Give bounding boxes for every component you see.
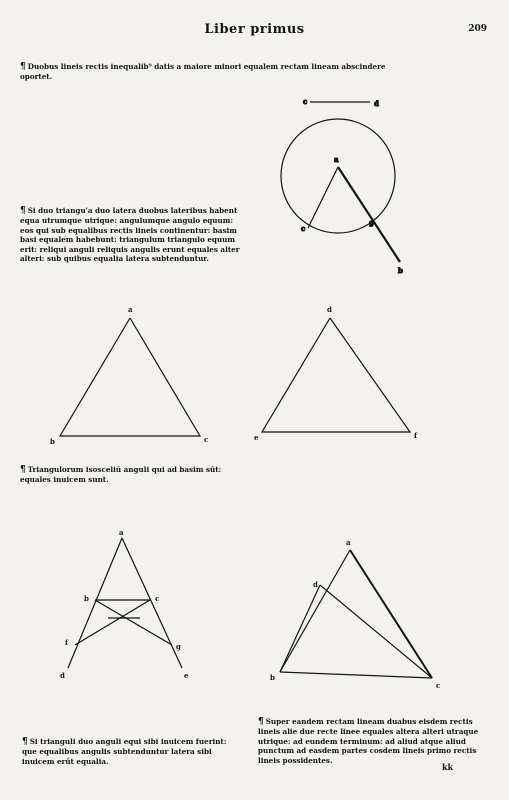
base-bc: [280, 672, 432, 678]
label-a-last: a: [346, 538, 351, 547]
side-ad: [68, 538, 122, 668]
label-a-iso: a: [119, 528, 124, 537]
label-d-right: d: [327, 305, 332, 314]
paragraph-mark-icon: ¶: [258, 717, 264, 727]
label-b-last: b: [270, 673, 275, 682]
label-b-left: b: [50, 437, 55, 446]
paragraph-mark-icon: ¶: [20, 206, 26, 216]
side-ab: [280, 550, 350, 672]
label-e-right: e: [254, 433, 259, 442]
cross-cf: [75, 600, 150, 645]
proposition-4-text: Si trianguli duo anguli equi sibi inuicem fuerint: que equalibus angulis subtenduntur latera sibi inuicem erūt equalia.: [22, 737, 227, 766]
paragraph-mark-icon: ¶: [22, 737, 28, 747]
triangle-left-shape: [60, 318, 200, 436]
line-ab: [338, 167, 400, 262]
line-dc: [320, 585, 432, 678]
label-c-last: c: [436, 681, 441, 690]
proposition-1-text: Duobus lineis rectis inequalib⁹ datis a maiore minori equalem rectam lineam abscindere oportet.: [20, 62, 386, 82]
proposition-5-text: Super eandem rectam lineam duabus eisdem rectis lineis alie due recte linee equales altera alteri utraque utrique: ad eundem terminum: ad aliud atque aliud punctum ad easdem partes cosdem lineis primo rectis lineis possidentes.: [258, 717, 479, 765]
proposition-2-text: Si duo triangu'a duo latera duobus lateribus habent equa utrumque utrique: angulumque angulo equum: eos qui sub equalibus rectis lineis continentur: basim basi equalem habebunt: triangulum triangulo equum erit: reliqui anguli reliquis angulis erunt equales alter alteri: sub quibus equalia latera subtenduntur.: [20, 206, 240, 264]
proposition-3-text: Triangulorum isosceliū anguli qui ad basim sūt: equales inuicem sunt.: [20, 465, 222, 485]
label-g-circle: g: [369, 218, 374, 227]
label-e-iso: e: [184, 671, 189, 680]
label-b-end: b: [398, 266, 403, 275]
label-c-circle: c: [301, 224, 306, 233]
line-db: [280, 585, 320, 672]
isosceles-figure: [60, 528, 189, 680]
label-d-iso: d: [60, 671, 65, 680]
circle-figure: [281, 97, 403, 275]
signature-mark: kk: [442, 762, 454, 772]
page-title: Liber primus: [204, 22, 305, 37]
label-a-left: a: [128, 305, 133, 314]
side-ac: [350, 550, 432, 678]
triangle-right-figure: [254, 305, 418, 442]
triangle-right-shape: [262, 318, 410, 432]
radius-ac: [308, 167, 338, 228]
label-a-center: a: [334, 155, 339, 164]
label-d-last: d: [313, 580, 318, 589]
label-g-iso: g: [176, 642, 181, 651]
label-d-top: d: [374, 99, 379, 108]
label-c-left: c: [204, 435, 209, 444]
label-f-right: f: [414, 431, 418, 440]
paragraph-mark-icon: ¶: [20, 465, 26, 475]
folio-number: 209: [468, 24, 487, 34]
triangle-left-figure: [50, 305, 208, 446]
side-ae: [122, 538, 182, 668]
last-triangle-figure: [270, 538, 440, 690]
paragraph-mark-icon: ¶: [20, 62, 26, 72]
label-b-iso: b: [84, 594, 89, 603]
label-f-iso: f: [65, 638, 69, 647]
label-c-iso: c: [155, 594, 160, 603]
label-c-top: c: [303, 97, 308, 106]
circle-shape: [281, 119, 395, 233]
